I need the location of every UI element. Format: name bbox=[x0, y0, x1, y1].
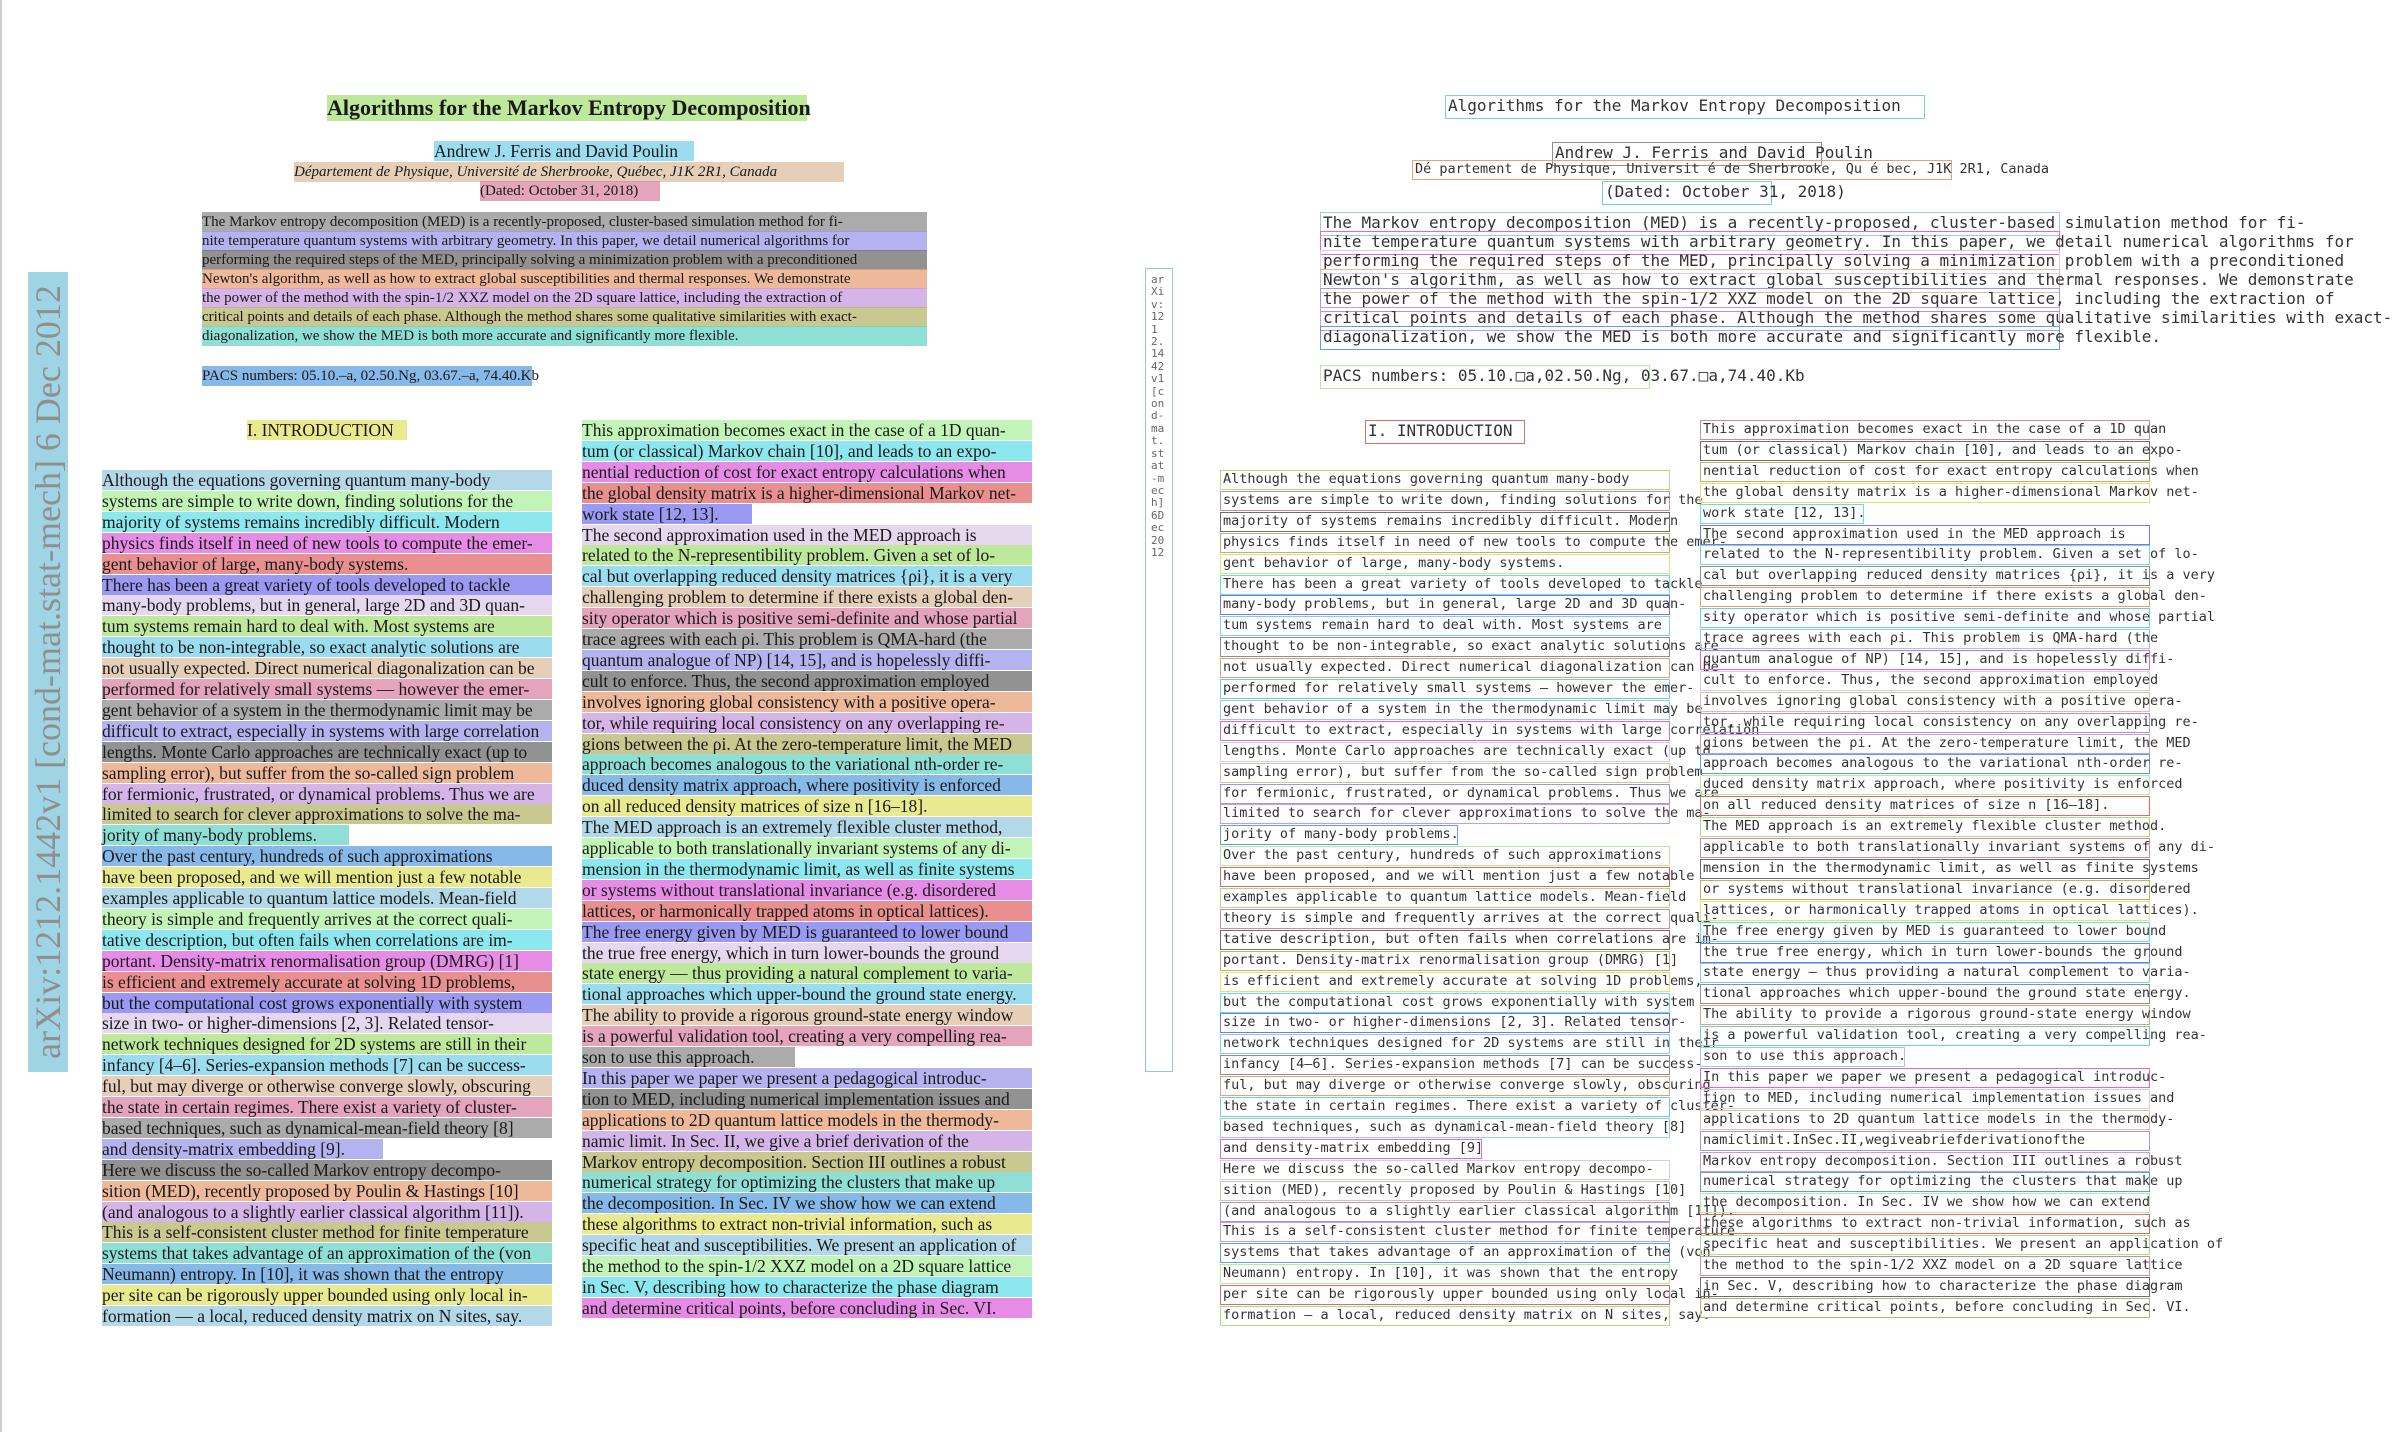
text-line-highlight: jority of many-body problems. bbox=[102, 825, 349, 845]
text-line-highlight: lattices, or harmonically trapped atoms in optical lattices). bbox=[582, 901, 1032, 921]
text-line-highlight: gent behavior of a system in the thermodynamic limit may be bbox=[102, 700, 552, 720]
text-line-box: sampling error), but suffer from the so-called sign problem bbox=[1220, 763, 1670, 783]
text-line-box: work state [12, 13]. bbox=[1700, 504, 1864, 524]
text-line-box: on all reduced density matrices of size n [16–18]. bbox=[1700, 796, 2150, 816]
text-line-box: systems are simple to write down, finding solutions for the bbox=[1220, 491, 1670, 511]
text-line-box: Although the equations governing quantum many-body bbox=[1220, 470, 1670, 490]
text-line-box: in Sec. V, describing how to characterize the phase diagram bbox=[1700, 1277, 2150, 1297]
text-line-box: based techniques, such as dynamical-mean-field theory [8] bbox=[1220, 1118, 1670, 1138]
text-line-box: This is a self-consistent cluster method for finite temperature bbox=[1220, 1222, 1670, 1242]
text-line-highlight: Here we discuss the so-called Markov entropy decompo- bbox=[102, 1160, 552, 1180]
text-line-highlight: tum systems remain hard to deal with. Most systems are bbox=[102, 616, 552, 636]
text-line-highlight: network techniques designed for 2D systems are still in their bbox=[102, 1034, 552, 1054]
text-line-box: I. INTRODUCTION bbox=[1365, 420, 1525, 444]
text-line-highlight: The MED approach is an extremely flexible cluster method, bbox=[582, 817, 1032, 837]
text-line-box: but the computational cost grows exponentially with system bbox=[1220, 993, 1670, 1013]
text-line-box: specific heat and susceptibilities. We present an application of bbox=[1700, 1235, 2150, 1255]
text-line-highlight: sition (MED), recently proposed by Poulin & Hastings [10] bbox=[102, 1181, 552, 1201]
text-line-box: Algorithms for the Markov Entropy Decomposition bbox=[1445, 95, 1925, 119]
text-line-box: The free energy given by MED is guaranteed to lower bound bbox=[1700, 922, 2150, 942]
text-line-box: physics finds itself in need of new tools to compute the emer- bbox=[1220, 533, 1670, 553]
text-line-highlight: majority of systems remains incredibly difficult. Modern bbox=[102, 512, 552, 532]
text-line-highlight: namic limit. In Sec. II, we give a brief derivation of the bbox=[582, 1131, 1032, 1151]
text-line-highlight: The ability to provide a rigorous ground-state energy window bbox=[582, 1005, 1032, 1025]
text-line-highlight: but the computational cost grows exponentially with system bbox=[102, 993, 552, 1013]
text-line-highlight: in Sec. V, describing how to characterize the phase diagram bbox=[582, 1277, 1032, 1297]
text-line-highlight: critical points and details of each phase. Although the method shares some qualitative similarities with exact- bbox=[202, 307, 927, 327]
text-line-highlight: PACS numbers: 05.10.–a, 02.50.Ng, 03.67.–a, 74.40.Kb bbox=[202, 368, 539, 384]
right-page-boxed bbox=[1110, 0, 2392, 1432]
text-line-highlight: quantum analogue of NP) [14, 15], and is hopelessly diffi- bbox=[582, 650, 1032, 670]
text-line-box: lengths. Monte Carlo approaches are technically exact (up to bbox=[1220, 742, 1670, 762]
text-line-box: approach becomes analogous to the variational nth-order re- bbox=[1700, 754, 2150, 774]
text-line-highlight: numerical strategy for optimizing the clusters that make up bbox=[582, 1172, 1032, 1192]
text-line-highlight: is efficient and extremely accurate at solving 1D problems, bbox=[102, 972, 552, 992]
text-line-box: This approximation becomes exact in the case of a 1D quan bbox=[1700, 420, 2150, 440]
text-line-highlight: the true free energy, which in turn lower-bounds the ground bbox=[582, 943, 1032, 963]
text-line-highlight: tion to MED, including numerical implementation issues and bbox=[582, 1089, 1032, 1109]
text-line-box: applications to 2D quantum lattice models in the thermody- bbox=[1700, 1110, 2150, 1130]
text-line-highlight: ful, but may diverge or otherwise converge slowly, obscuring bbox=[102, 1076, 552, 1096]
text-line-box: the global density matrix is a higher-dimensional Markov net- bbox=[1700, 483, 2150, 503]
text-line-highlight: based techniques, such as dynamical-mean-field theory [8] bbox=[102, 1118, 552, 1138]
text-line-box: majority of systems remains incredibly difficult. Modern bbox=[1220, 512, 1670, 532]
text-line-highlight: Algorithms for the Markov Entropy Decomposition bbox=[327, 95, 811, 120]
text-line-box: is efficient and extremely accurate at solving 1D problems, bbox=[1220, 972, 1670, 992]
text-line-box: Neumann) entropy. In [10], it was shown that the entropy bbox=[1220, 1264, 1670, 1284]
text-line-box: Markov entropy decomposition. Section III outlines a robust bbox=[1700, 1152, 2150, 1172]
text-line-box: tional approaches which upper-bound the ground state energy. bbox=[1700, 984, 2150, 1004]
text-line-highlight: and determine critical points, before concluding in Sec. VI. bbox=[582, 1298, 1032, 1318]
text-line-highlight: son to use this approach. bbox=[582, 1047, 795, 1067]
text-line-highlight: performing the required steps of the MED, principally solving a minimization problem with a preconditioned bbox=[202, 250, 927, 270]
text-line-box: size in two- or higher-dimensions [2, 3]. Related tensor- bbox=[1220, 1013, 1670, 1033]
text-line-box: The ability to provide a rigorous ground-state energy window bbox=[1700, 1005, 2150, 1025]
text-line-box: the decomposition. In Sec. IV we show how we can extend bbox=[1700, 1193, 2150, 1213]
text-line-box: tor, while requiring local consistency on any overlapping re- bbox=[1700, 713, 2150, 733]
text-line-box: Newton's algorithm, as well as how to extract global susceptibilities and thermal responses. We demonstrate bbox=[1320, 269, 2060, 293]
text-line-highlight: cult to enforce. Thus, the second approximation employed bbox=[582, 671, 1032, 691]
text-line-box: and determine critical points, before concluding in Sec. VI. bbox=[1700, 1298, 2150, 1318]
text-line-highlight: nite temperature quantum systems with arbitrary geometry. In this paper, we detail numerical algorithms for bbox=[202, 231, 927, 251]
text-line-box: In this paper we paper we present a pedagogical introduc- bbox=[1700, 1068, 2150, 1088]
text-line-highlight: related to the N-representibility problem. Given a set of lo- bbox=[582, 545, 1032, 565]
text-line-highlight: for fermionic, frustrated, or dynamical problems. Thus we are bbox=[102, 784, 552, 804]
text-line-highlight: Although the equations governing quantum many-body bbox=[102, 470, 552, 490]
text-line-box: Andrew J. Ferris and David Poulin bbox=[1552, 142, 1822, 166]
text-line-highlight: these algorithms to extract non-trivial information, such as bbox=[582, 1214, 1032, 1234]
text-line-highlight: The second approximation used in the MED approach is bbox=[582, 525, 1032, 545]
text-line-box: gions between the ρi. At the zero-temperature limit, the MED bbox=[1700, 734, 2150, 754]
text-line-box: the method to the spin-1/2 XXZ model on a 2D square lattice bbox=[1700, 1256, 2150, 1276]
text-line-box: cult to enforce. Thus, the second approximation employed bbox=[1700, 671, 2150, 691]
text-line-box: quantum analogue of NP) [14, 15], and is hopelessly diffi- bbox=[1700, 650, 2150, 670]
text-line-box: difficult to extract, especially in systems with large correlation bbox=[1220, 721, 1670, 741]
text-line-box: not usually expected. Direct numerical diagonalization can be bbox=[1220, 658, 1670, 678]
text-line-highlight: performed for relatively small systems — however the emer- bbox=[102, 679, 552, 699]
text-line-box: network techniques designed for 2D systems are still in their bbox=[1220, 1034, 1670, 1054]
text-line-highlight: state energy — thus providing a natural complement to varia- bbox=[582, 963, 1032, 983]
text-line-box: per site can be rigorously upper bounded using only local in- bbox=[1220, 1285, 1670, 1305]
text-line-box: limited to search for clever approximations to solve the ma- bbox=[1220, 804, 1670, 824]
text-line-box: lattices, or harmonically trapped atoms in optical lattices). bbox=[1700, 901, 2150, 921]
text-line-box: son to use this approach. bbox=[1700, 1047, 1905, 1067]
text-line-highlight: per site can be rigorously upper bounded using only local in- bbox=[102, 1285, 552, 1305]
text-line-highlight: size in two- or higher-dimensions [2, 3]. Related tensor- bbox=[102, 1013, 552, 1033]
text-line-highlight: and density-matrix embedding [9]. bbox=[102, 1139, 383, 1159]
text-line-box: tative description, but often fails when correlations are im- bbox=[1220, 930, 1670, 950]
text-line-highlight: The Markov entropy decomposition (MED) is a recently-proposed, cluster-based simulation method for fi- bbox=[202, 212, 927, 232]
text-line-box: have been proposed, and we will mention just a few notable bbox=[1220, 867, 1670, 887]
text-line-box: performed for relatively small systems — however the emer- bbox=[1220, 679, 1670, 699]
text-line-box: examples applicable to quantum lattice models. Mean-field bbox=[1220, 888, 1670, 908]
text-line-box: PACS numbers: 05.10.□a,02.50.Ng, 03.67.□a,74.40.Kb bbox=[1320, 365, 1650, 389]
text-line-box: infancy [4–6]. Series-expansion methods [7] can be success- bbox=[1220, 1055, 1670, 1075]
text-line-box: portant. Density-matrix renormalisation group (DMRG) [1] bbox=[1220, 951, 1670, 971]
text-line-box: the true free energy, which in turn lower-bounds the ground bbox=[1700, 943, 2150, 963]
text-line-box: The MED approach is an extremely flexible cluster method. bbox=[1700, 817, 2150, 837]
text-line-box: sity operator which is positive semi-definite and whose partial bbox=[1700, 608, 2150, 628]
text-line-highlight: the power of the method with the spin-1/2 XXZ model on the 2D square lattice, including the extraction of bbox=[202, 288, 927, 308]
text-line-box: is a powerful validation tool, creating a very compelling rea- bbox=[1700, 1026, 2150, 1046]
text-line-box: theory is simple and frequently arrives at the correct quali- bbox=[1220, 909, 1670, 929]
text-line-box: (Dated: October 31, 2018) bbox=[1602, 181, 1772, 205]
text-line-highlight: sity operator which is positive semi-definite and whose partial bbox=[582, 608, 1032, 628]
text-line-box: for fermionic, frustrated, or dynamical problems. Thus we are bbox=[1220, 784, 1670, 804]
text-line-box: performing the required steps of the MED, principally solving a minimization problem with a preconditioned bbox=[1320, 250, 2060, 274]
text-line-highlight: Département de Physique, Université de Sherbrooke, Québec, J1K 2R1, Canada bbox=[294, 162, 844, 182]
text-line-box: systems that takes advantage of an approximation of the (von bbox=[1220, 1243, 1670, 1263]
text-line-highlight: applicable to both translationally invariant systems of any di- bbox=[582, 838, 1032, 858]
text-line-box: thought to be non-integrable, so exact analytic solutions are bbox=[1220, 637, 1670, 657]
text-line-box: numerical strategy for optimizing the clusters that make up bbox=[1700, 1172, 2150, 1192]
text-line-highlight: the decomposition. In Sec. IV we show how we can extend bbox=[582, 1193, 1032, 1213]
text-line-highlight: specific heat and susceptibilities. We present an application of bbox=[582, 1235, 1032, 1255]
text-line-highlight: Neumann) entropy. In [10], it was shown that the entropy bbox=[102, 1264, 552, 1284]
text-line-highlight: systems are simple to write down, finding solutions for the bbox=[102, 491, 552, 511]
text-line-box: tum systems remain hard to deal with. Most systems are bbox=[1220, 616, 1670, 636]
text-line-highlight: systems that takes advantage of an approximation of the (von bbox=[102, 1243, 552, 1263]
text-line-box: state energy — thus providing a natural complement to varia- bbox=[1700, 963, 2150, 983]
text-line-highlight: There has been a great variety of tools developed to tackle bbox=[102, 575, 552, 595]
text-line-box: sition (MED), recently proposed by Poulin & Hastings [10] bbox=[1220, 1181, 1670, 1201]
text-line-highlight: infancy [4–6]. Series-expansion methods [7] can be success- bbox=[102, 1055, 552, 1075]
text-line-highlight: or systems without translational invariance (e.g. disordered bbox=[582, 880, 1032, 900]
text-line-highlight: Markov entropy decomposition. Section III outlines a robust bbox=[582, 1152, 1032, 1172]
text-line-box: applicable to both translationally invariant systems of any di- bbox=[1700, 838, 2150, 858]
text-line-highlight: is a powerful validation tool, creating a very compelling rea- bbox=[582, 1026, 1032, 1046]
text-line-highlight: many-body problems, but in general, large 2D and 3D quan- bbox=[102, 595, 552, 615]
text-line-highlight: approach becomes analogous to the variational nth-order re- bbox=[582, 754, 1032, 774]
text-line-highlight: tative description, but often fails when correlations are im- bbox=[102, 930, 552, 950]
text-line-box: Here we discuss the so-called Markov entropy decompo- bbox=[1220, 1160, 1670, 1180]
text-line-highlight: In this paper we paper we present a pedagogical introduc- bbox=[582, 1068, 1032, 1088]
text-line-box: nential reduction of cost for exact entropy calculations when bbox=[1700, 462, 2150, 482]
text-line-box: these algorithms to extract non-trivial information, such as bbox=[1700, 1214, 2150, 1234]
text-line-box: cal but overlapping reduced density matrices {ρi}, it is a very bbox=[1700, 566, 2150, 586]
text-line-highlight: theory is simple and frequently arrives at the correct quali- bbox=[102, 909, 552, 929]
text-line-highlight: This approximation becomes exact in the case of a 1D quan- bbox=[582, 420, 1032, 440]
text-line-highlight: limited to search for clever approximations to solve the ma- bbox=[102, 804, 552, 824]
text-line-highlight: The free energy given by MED is guaranteed to lower bound bbox=[582, 922, 1032, 942]
text-line-box: The second approximation used in the MED approach is bbox=[1700, 525, 2150, 545]
text-line-highlight: (Dated: October 31, 2018) bbox=[480, 181, 660, 201]
text-line-highlight: mension in the thermodynamic limit, as well as finite systems bbox=[582, 859, 1032, 879]
text-line-highlight: tor, while requiring local consistency on any overlapping re- bbox=[582, 713, 1032, 733]
text-line-highlight: not usually expected. Direct numerical diagonalization can be bbox=[102, 658, 552, 678]
text-line-box: trace agrees with each ρi. This problem is QMA-hard (the bbox=[1700, 629, 2150, 649]
text-line-highlight: the method to the spin-1/2 XXZ model on a 2D square lattice bbox=[582, 1256, 1032, 1276]
text-line-highlight: involves ignoring global consistency with a positive opera- bbox=[582, 692, 1032, 712]
text-line-highlight: sampling error), but suffer from the so-called sign problem bbox=[102, 763, 552, 783]
text-line-highlight: lengths. Monte Carlo approaches are technically exact (up to bbox=[102, 742, 552, 762]
arxiv-stamp-vertical-text: arXiv:1212.1442v1 [cond-mat.stat-mech] 6Dec2012 bbox=[1151, 273, 1165, 559]
text-line-box: the power of the method with the spin-1/2 XXZ model on the 2D square lattice, including the extraction of bbox=[1320, 288, 2060, 312]
text-line-box: related to the N-representibility problem. Given a set of lo- bbox=[1700, 545, 2150, 565]
text-line-highlight: (and analogous to a slightly earlier classical algorithm [11]). bbox=[102, 1202, 552, 1222]
arxiv-stamp-text: arXiv:1212.1442v1 [cond-mat.stat-mech] 6 Dec 2012 bbox=[28, 285, 68, 1059]
left-page-highlighted bbox=[0, 0, 1110, 1432]
text-line-highlight: gent behavior of large, many-body systems. bbox=[102, 554, 552, 574]
text-line-box: (and analogous to a slightly earlier classical algorithm [11]). bbox=[1220, 1202, 1670, 1222]
text-line-box: challenging problem to determine if there exists a global den- bbox=[1700, 587, 2150, 607]
text-line-highlight: Over the past century, hundreds of such approximations bbox=[102, 846, 552, 866]
text-line-highlight: physics finds itself in need of new tools to compute the emer- bbox=[102, 533, 552, 553]
text-line-highlight: applications to 2D quantum lattice models in the thermody- bbox=[582, 1110, 1032, 1130]
text-line-highlight: challenging problem to determine if there exists a global den- bbox=[582, 587, 1032, 607]
text-line-highlight: tum (or classical) Markov chain [10], and leads to an expo- bbox=[582, 441, 1032, 461]
text-line-highlight: examples applicable to quantum lattice models. Mean-field bbox=[102, 888, 552, 908]
text-line-box: There has been a great variety of tools developed to tackle bbox=[1220, 575, 1670, 595]
text-line-box: gent behavior of a system in the thermodynamic limit may be bbox=[1220, 700, 1670, 720]
text-line-highlight: the state in certain regimes. There exist a variety of cluster- bbox=[102, 1097, 552, 1117]
text-line-box: Dé partement de Physique, Universit é de Sherbrooke, Qu é bec, J1K 2R1, Canada bbox=[1412, 160, 1952, 180]
text-line-box: many-body problems, but in general, large 2D and 3D quan- bbox=[1220, 595, 1670, 615]
text-line-box: jority of many-body problems. bbox=[1220, 825, 1458, 845]
text-line-highlight: trace agrees with each ρi. This problem is QMA-hard (the bbox=[582, 629, 1032, 649]
text-line-highlight: the global density matrix is a higher-dimensional Markov net- bbox=[582, 483, 1032, 503]
text-line-box: gent behavior of large, many-body systems. bbox=[1220, 554, 1670, 574]
text-line-box: or systems without translational invariance (e.g. disordered bbox=[1700, 880, 2150, 900]
text-line-highlight: cal but overlapping reduced density matrices {ρi}, it is a very bbox=[582, 566, 1032, 586]
text-line-box: nite temperature quantum systems with arbitrary geometry. In this paper, we detail numerical algorithms for bbox=[1320, 231, 2060, 255]
text-line-highlight: gions between the ρi. At the zero-temperature limit, the MED bbox=[582, 734, 1032, 754]
text-line-box: The Markov entropy decomposition (MED) is a recently-proposed, cluster-based simulation method for fi- bbox=[1320, 212, 2060, 236]
text-line-highlight: Andrew J. Ferris and David Poulin bbox=[434, 141, 694, 161]
text-line-highlight: diagonalization, we show the MED is both more accurate and significantly more flexible. bbox=[202, 326, 927, 346]
text-line-highlight: Newton's algorithm, as well as how to extract global susceptibilities and thermal responses. We demonstrate bbox=[202, 269, 927, 289]
text-line-box: mension in the thermodynamic limit, as well as finite systems bbox=[1700, 859, 2150, 879]
text-line-highlight: work state [12, 13]. bbox=[582, 504, 752, 524]
text-line-box: ful, but may diverge or otherwise converge slowly, obscuring bbox=[1220, 1076, 1670, 1096]
text-line-box: Over the past century, hundreds of such approximations bbox=[1220, 846, 1670, 866]
text-line-box: and density-matrix embedding [9] bbox=[1220, 1139, 1482, 1159]
text-line-highlight: difficult to extract, especially in systems with large correlation bbox=[102, 721, 552, 741]
text-line-box: formation — a local, reduced density matrix on N sites, say. bbox=[1220, 1306, 1670, 1326]
text-line-box: involves ignoring global consistency with a positive opera- bbox=[1700, 692, 2150, 712]
text-line-box: the state in certain regimes. There exist a variety of cluster- bbox=[1220, 1097, 1670, 1117]
text-line-highlight: This is a self-consistent cluster method for finite temperature bbox=[102, 1222, 552, 1242]
text-line-box: diagonalization, we show the MED is both more accurate and significantly more flexible. bbox=[1320, 326, 2060, 350]
text-line-highlight: on all reduced density matrices of size n [16–18]. bbox=[582, 796, 1032, 816]
text-line-highlight: formation — a local, reduced density matrix on N sites, say. bbox=[102, 1306, 552, 1326]
text-line-box: namiclimit.InSec.II,wegiveabriefderivationofthe bbox=[1700, 1131, 2150, 1151]
text-line-box: duced density matrix approach, where positivity is enforced bbox=[1700, 775, 2150, 795]
text-line-highlight: tional approaches which upper-bound the ground state energy. bbox=[582, 984, 1032, 1004]
text-line-box: critical points and details of each phase. Although the method shares some qualitative similarities with exact- bbox=[1320, 307, 2060, 331]
text-line-box: tion to MED, including numerical implementation issues and bbox=[1700, 1089, 2150, 1109]
text-line-highlight: have been proposed, and we will mention just a few notable bbox=[102, 867, 552, 887]
text-line-highlight: nential reduction of cost for exact entropy calculations when bbox=[582, 462, 1032, 482]
text-line-box: tum (or classical) Markov chain [10], and leads to an expo- bbox=[1700, 441, 2150, 461]
text-line-highlight: thought to be non-integrable, so exact analytic solutions are bbox=[102, 637, 552, 657]
text-line-highlight: portant. Density-matrix renormalisation group (DMRG) [1] bbox=[102, 951, 552, 971]
text-line-highlight: I. INTRODUCTION bbox=[247, 420, 407, 440]
text-line-highlight: duced density matrix approach, where positivity is enforced bbox=[582, 775, 1032, 795]
